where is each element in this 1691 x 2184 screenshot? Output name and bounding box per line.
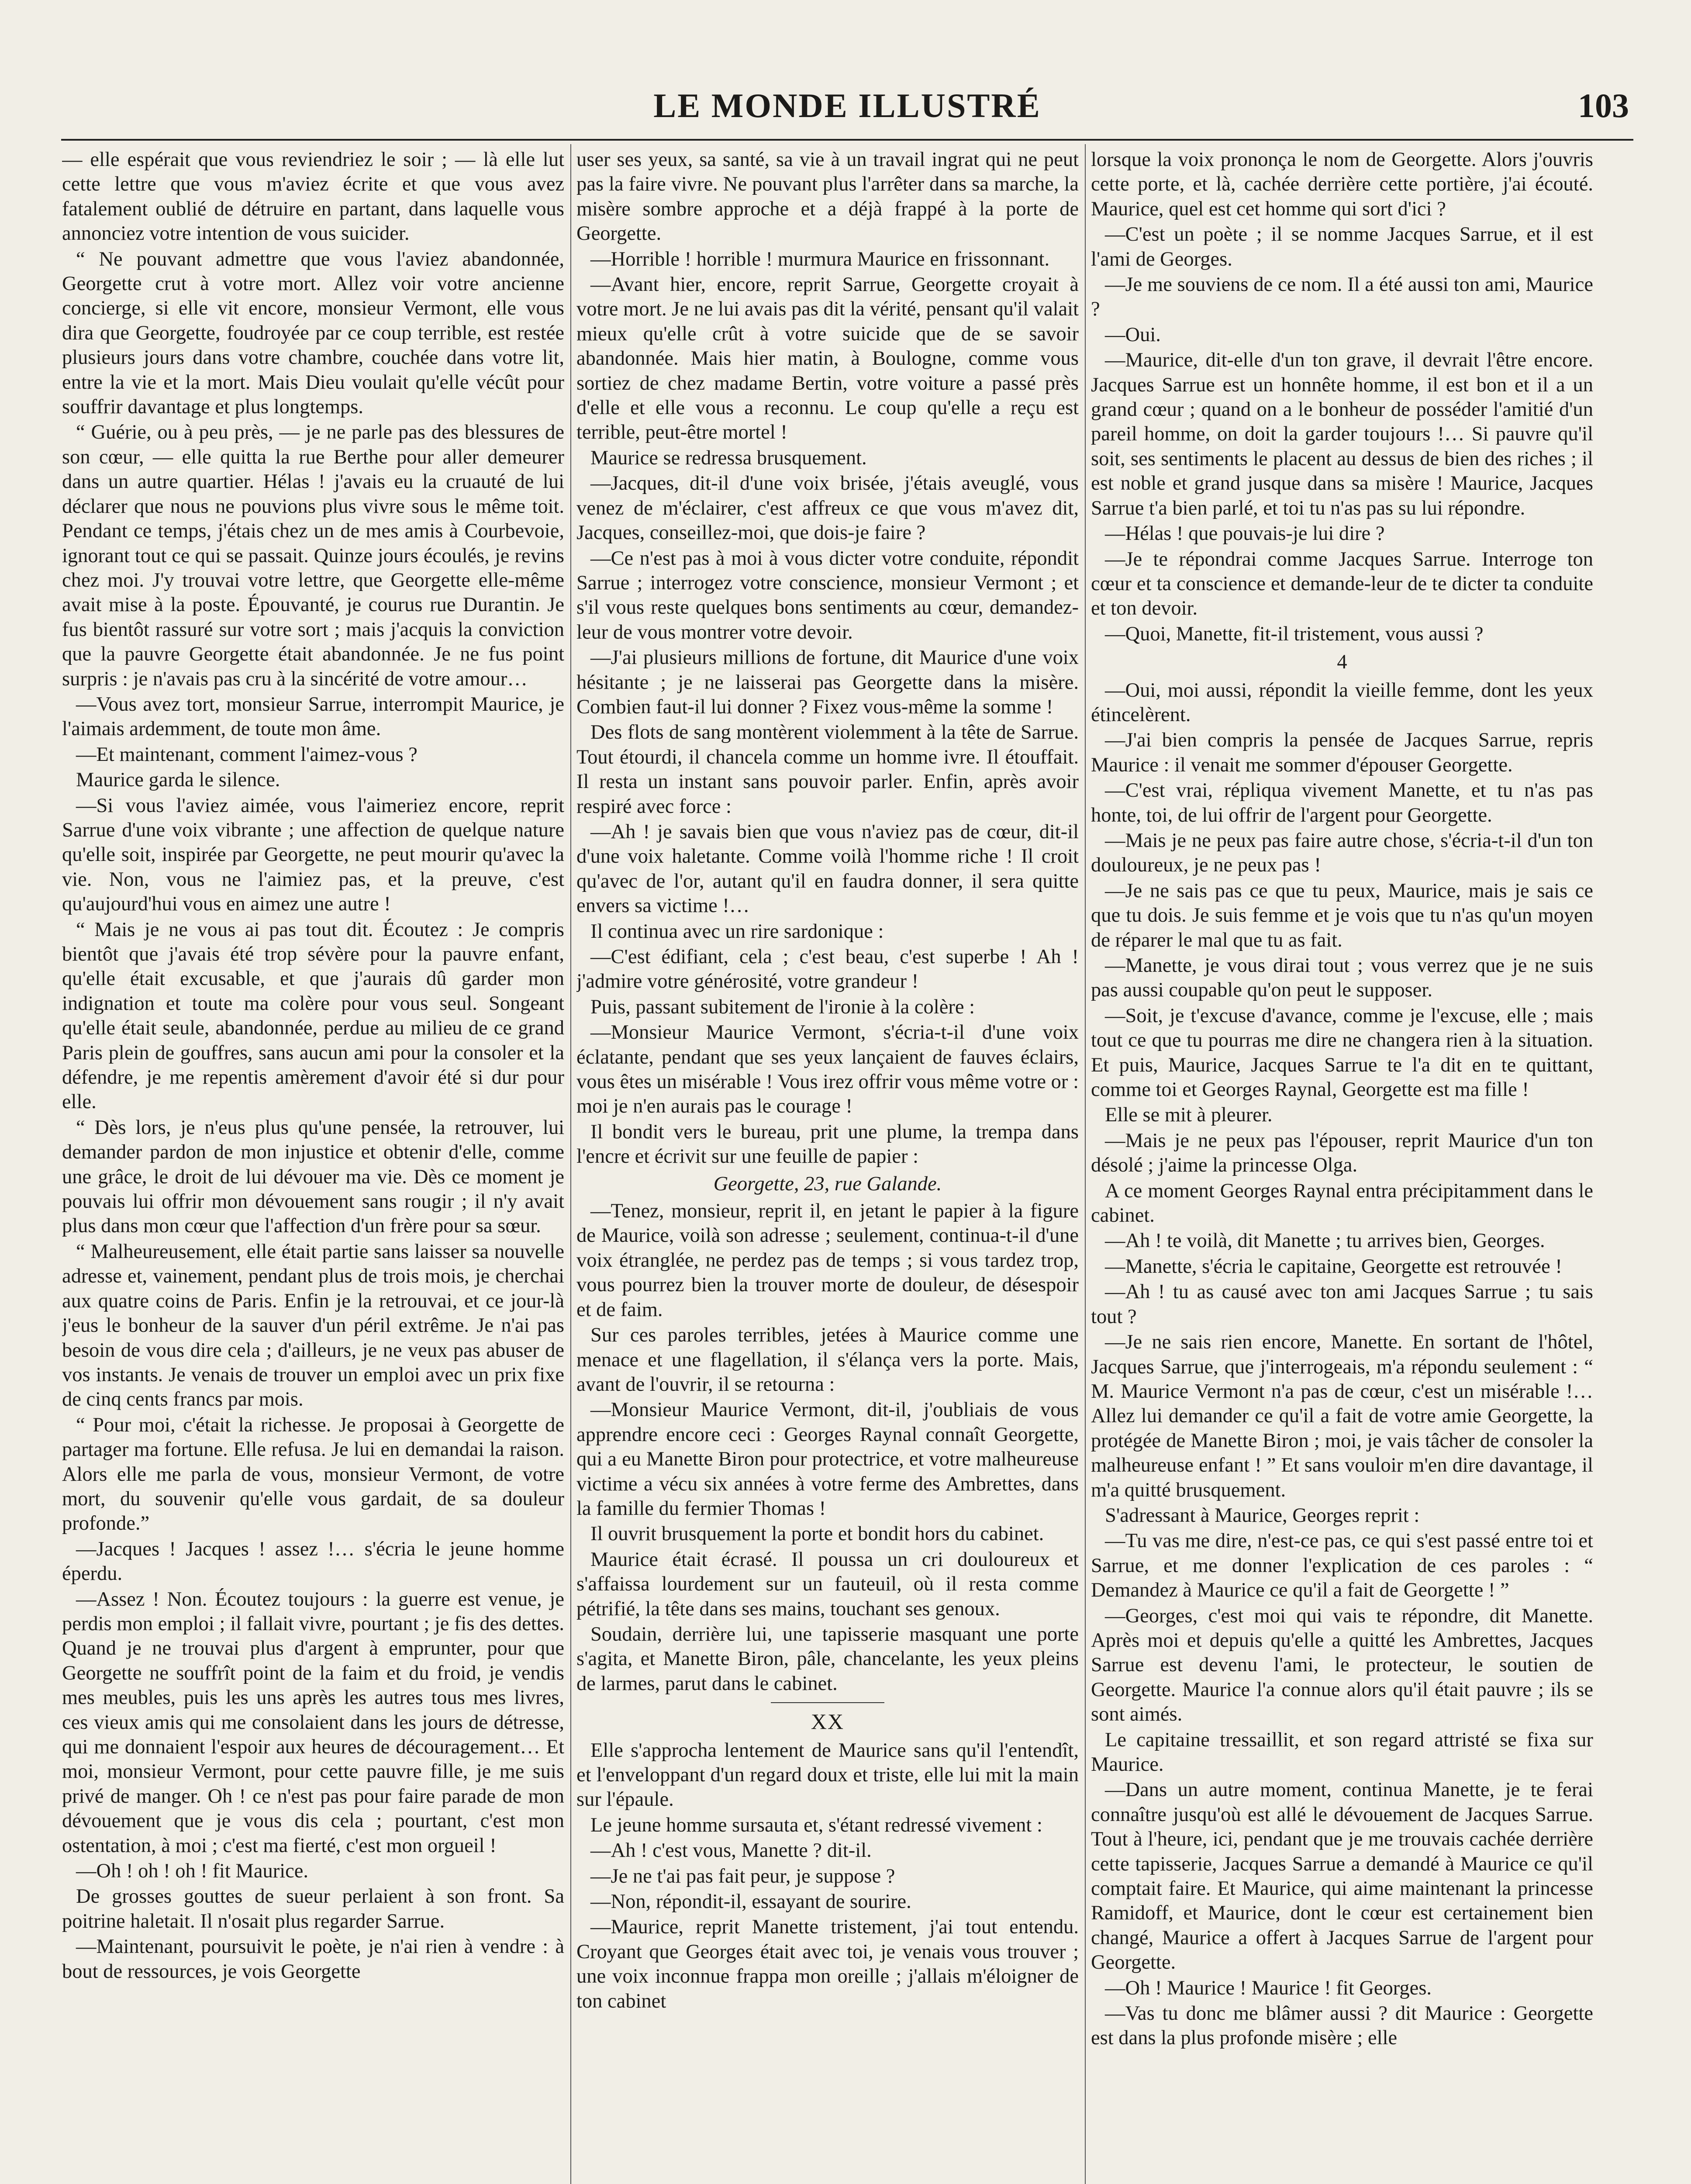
text-column-3 [1091, 148, 1593, 2184]
paragraph: —Mais je ne peux pas faire autre chose, s'écria-t-il d'un ton douloureux, je ne peux pas ! [1091, 829, 1593, 877]
paragraph: De grosses gouttes de sueur perlaient à son front. Sa poitrine haletait. Il n'osait plus regarder Sarrue. [62, 1885, 564, 1932]
paragraph: —Je me souviens de ce nom. Il a été aussi ton ami, Maurice ? [1091, 273, 1593, 321]
paragraph: —Manette, s'écria le capitaine, Georgette est retrouvée ! [1105, 1255, 1562, 1278]
text-column-2 [576, 148, 1079, 2184]
paragraph: —Monsieur Maurice Vermont, dit-il, j'oubliais de vous apprendre encore ceci : Georges Raynal connaît Georgette, qui a eu Manette Biron pour protectrice, et votre malheureuse victime a vécu six années à votre ferme des Ambrettes, dans la famille du fermier Thomas ! [576, 1399, 1079, 1520]
paragraph: Il ouvrit brusquement la porte et bondit hors du cabinet. [590, 1523, 1044, 1545]
paragraph: —Hélas ! que pouvais-je lui dire ? [1105, 522, 1385, 545]
paragraph: —C'est vrai, répliqua vivement Manette, et tu n'as pas honte, toi, de lui offrir de l'argent pour Georgette. [1091, 779, 1593, 826]
paragraph: Maurice était écrasé. Il poussa un cri douloureux et s'affaissa lourdement sur un fauteuil, où il resta comme pétrifié, la tête dans ses mains, touchant ses genoux. [576, 1548, 1079, 1620]
paragraph: —Ah ! c'est vous, Manette ? dit-il. [590, 1839, 872, 1862]
paragraph: —Tu vas me dire, n'est-ce pas, ce qui s'est passé entre toi et Sarrue, et me donner l'explication de ces paroles : “ Demandez à Maurice ce qu'il a fait de Georgette ! ” [1091, 1530, 1593, 1602]
paragraph: Elle se mit à pleurer. [1105, 1104, 1273, 1127]
header-rule [61, 139, 1633, 141]
paragraph: —Je ne t'ai pas fait peur, je suppose ? [590, 1865, 895, 1887]
paragraph: —J'ai bien compris la pensée de Jacques Sarrue, repris Maurice : il venait me sommer d'épouser Georgette. [1091, 729, 1593, 776]
paragraph: “ Pour moi, c'était la richesse. Je proposai à Georgette de partager ma fortune. Elle refusa. Je lui en demandai la raison. Alors elle me parla de vous, monsieur Vermont, de votre mort, du souvenir qu'elle vous gardait, de sa douleur profonde.” [62, 1413, 564, 1535]
paragraph: —Jacques ! Jacques ! assez !… s'écria le jeune homme éperdu. [62, 1538, 564, 1585]
paragraph: user ses yeux, sa santé, sa vie à un travail ingrat qui ne peut pas la faire vivre. Ne pouvant plus l'arrêter dans sa marche, la misère sombre approche et a déjà frappé à la porte de Georgette. [576, 149, 1079, 245]
paragraph: —Ah ! je savais bien que vous n'aviez pas de cœur, dit-il d'une voix haletante. Comme voilà l'homme riche ! Il croit qu'avec de l'or, autant qu'il en faudra donner, il sera quitte envers sa victime !… [576, 820, 1079, 917]
paragraph: A ce moment Georges Raynal entra précipitamment dans le cabinet. [1091, 1179, 1593, 1227]
chapter-heading: XX [811, 1709, 845, 1734]
paragraph: Sur ces paroles terribles, jetées à Maurice comme une menace et une flagellation, il s'élança vers la porte. Mais, avant de l'ouvrir, il se retourna : [576, 1324, 1079, 1396]
paragraph: —Je ne sais pas ce que tu peux, Maurice, mais je sais ce que tu dois. Je suis femme et je vois que tu n'as qu'un moyen de réparer le mal que tu as fait. [1091, 879, 1593, 951]
paragraph: —Horrible ! horrible ! murmura Maurice en frissonnant. [590, 248, 1050, 270]
paragraph: Le jeune homme sursauta et, s'étant redressé vivement : [590, 1814, 1042, 1836]
paragraph: “ Ne pouvant admettre que vous l'aviez abandonnée, Georgette crut à votre mort. Allez voir votre ancienne concierge, si elle vit encore, monsieur Vermont, elle vous dira que Georgette, foudroyée par ce coup terrible, est restée plusieurs jours dans votre chambre, couchée dans votre lit, entre la vie et la mort. Mais Dieu voulait qu'elle vécût pour souffrir davantage et plus longtemps. [62, 248, 564, 418]
paragraph: Maurice se redressa brusquement. [590, 446, 867, 469]
paragraph: —Ah ! tu as causé avec ton ami Jacques Sarrue ; tu sais tout ? [1091, 1281, 1593, 1328]
chapter-rule [771, 1702, 884, 1703]
paragraph: —C'est un poète ; il se nomme Jacques Sarrue, et il est l'ami de Georges. [1091, 223, 1593, 270]
paragraph: —Ce n'est pas à moi à vous dicter votre conduite, répondit Sarrue ; interrogez votre conscience, monsieur Vermont ; et s'il vous reste quelques bons sentiments au cœur, demandez-leur de vous montrer votre devoir. [576, 547, 1079, 643]
paragraph: —Dans un autre moment, continua Manette, je te ferai connaître jusqu'où est allé le dévouement de Jacques Sarrue. Tout à l'heure, ici, pendant que je me trouvais cachée derrière cette tapisserie, Jacques Sarrue a demandé à Maurice ce qu'il comptait faire. Et Maurice, qui aime maintenant la princesse Ramidoff, et Maurice, dont le cœur est certainement bien changé, Maurice a offert à Jacques Sarrue de l'argent pour Georgette. [1091, 1779, 1593, 1974]
paragraph: —Quoi, Manette, fit-il tristement, vous aussi ? [1105, 622, 1484, 645]
paragraph: —Avant hier, encore, reprit Sarrue, Georgette croyait à votre mort. Je ne lui avais pas dit la vérité, pensant qu'il valait mieux qu'elle crût à votre suicide que de se savoir abandonnée. Mais hier matin, à Boulogne, comme vous sortiez de chez madame Bertin, votre voiture a passé près d'elle et elle vous a reconnu. Le coup qu'elle a reçu est terrible, peut-être mortel ! [576, 273, 1079, 444]
paragraph: —Ah ! te voilà, dit Manette ; tu arrives bien, Georges. [1105, 1230, 1545, 1252]
paragraph: Elle s'approcha lentement de Maurice sans qu'il l'entendît, et l'enveloppant d'un regard doux et triste, elle lui mit la main sur l'épaule. [576, 1739, 1079, 1811]
paragraph: —Mais je ne peux pas l'épouser, reprit Maurice d'un ton désolé ; j'aime la princesse Olga. [1091, 1129, 1593, 1177]
paragraph: —Tenez, monsieur, reprit il, en jetant le papier à la figure de Maurice, voilà son adresse ; seulement, continua-t-il d'une voix étranglée, ne perdez pas de temps ; si vous tardez trop, vous pourrez bien la trouver morte de douleur, de désespoir et de faim. [576, 1200, 1079, 1321]
paragraph: “ Dès lors, je n'eus plus qu'une pensée, la retrouver, lui demander pardon de mon injustice et obtenir d'elle, comme une grâce, le droit de lui dévouer ma vie. Dès ce moment je pouvais lui offrir mon dévouement sans rougir ; il n'y avait plus dans mon cœur que l'affection d'un frère pour sa sœur. [62, 1116, 564, 1237]
text-column-1 [62, 148, 564, 2184]
paragraph: —Jacques, dit-il d'une voix brisée, j'étais aveuglé, vous venez de m'éclairer, c'est affreux ce que vous m'avez dit, Jacques, conseillez-moi, que dois-je faire ? [576, 472, 1079, 544]
paragraph: —Je te répondrai comme Jacques Sarrue. Interroge ton cœur et ta conscience et demande-leur de te dicter ta conduite et ton devoir. [1091, 548, 1593, 620]
paragraph: —Maurice, reprit Manette tristement, j'ai tout entendu. Croyant que Georges était avec toi, je venais vous trouver ; une voix inconnue frappa mon oreille ; j'allais m'éloigner de ton cabinet [576, 1916, 1079, 2012]
paragraph: Georgette, 23, rue Galande. [713, 1172, 942, 1195]
paragraph: —C'est édifiant, cela ; c'est beau, c'est superbe ! Ah ! j'admire votre générosité, votre grandeur ! [576, 946, 1079, 993]
paragraph: lorsque la voix prononça le nom de Georgette. Alors j'ouvris cette porte, et là, cachée derrière cette portière, j'ai écouté. Maurice, quel est cet homme qui sort d'ici ? [1091, 149, 1593, 220]
paragraph: —Oui, moi aussi, répondit la vieille femme, dont les yeux étincelèrent. [1091, 679, 1593, 726]
column-divider [570, 144, 571, 2184]
column-divider [1085, 144, 1086, 2184]
paragraph: —Vous avez tort, monsieur Sarrue, interrompit Maurice, je l'aimais ardemment, de toute mon âme. [62, 693, 564, 740]
paragraph: “ Guérie, ou à peu près, — je ne parle pas des blessures de son cœur, — elle quitta la rue Berthe pour aller demeurer dans un autre quartier. Hélas ! j'avais eu la cruauté de lui déclarer que nous ne pouvions plus vivre sous le même toit. Pendant ce temps, j'étais chez un de mes amis à Courbevoie, ignorant tout ce qui se passait. Quinze jours écoulés, je revins chez moi. J'y trouvai votre lettre, que Georgette elle-même avait mise à la poste. Épouvanté, je courus rue Durantin. Je fus bientôt rassuré sur votre sort ; mais j'acquis la conviction que la pauvre Georgette était abandonnée. Je ne fus point surpris : je n'avais pas cru à la sincérité de votre amour… [62, 421, 564, 690]
paragraph: —Et maintenant, comment l'aimez-vous ? [76, 743, 418, 766]
paragraph: Il continua avec un rire sardonique : [590, 920, 884, 943]
paragraph: —Je ne sais rien encore, Manette. En sortant de l'hôtel, Jacques Sarrue, que j'interrogeais, m'a répondu seulement : “ M. Maurice Vermont n'a pas de cœur, c'est un misérable !… Allez lui demander ce qu'il a fait de votre amie Georgette, la protégée de Manette Biron ; moi, je vais tâcher de consoler la malheureuse enfant ! ” Et sans vouloir m'en dire davantage, il m'a quitté brusquement. [1091, 1331, 1593, 1501]
masthead-title: LE MONDE ILLUSTRÉ [653, 86, 1041, 124]
paragraph: —Manette, je vous dirai tout ; vous verrez que je ne suis pas aussi coupable qu'on peut le supposer. [1091, 954, 1593, 1002]
paragraph: 4 [1337, 651, 1347, 674]
paragraph: —Assez ! Non. Écoutez toujours : la guerre est venue, je perdis mon emploi ; il fallait vivre, pourtant ; je fis des dettes. Quand je ne trouvai plus d'argent à emprunter, pour que Georgette ne souffrît point de la faim et du froid, je vendis mes meubles, puis les uns après les autres tous mes livres, ces vieux amis qui me consolaient dans les jours de détresse, qui me donnaient l'espoir aux heures de découragement… Et moi, monsieur Vermont, pour cette pauvre fille, je me suis privé de manger. Oh ! ce n'est pas pour faire parade de mon dévouement que je vous dis cela ; pourtant, c'est mon ostentation, à moi ; c'est ma fierté, c'est mon orgueil ! [62, 1588, 564, 1857]
paragraph: —Non, répondit-il, essayant de sourire. [590, 1890, 911, 1913]
paragraph: —Monsieur Maurice Vermont, s'écria-t-il d'une voix éclatante, pendant que ses yeux lançaient de fauves éclairs, vous êtes un misérable ! Vous irez offrir vous même votre or : moi je n'en aurais pas le courage ! [576, 1021, 1079, 1118]
paragraph: —Si vous l'aviez aimée, vous l'aimeriez encore, reprit Sarrue d'une voix vibrante ; une affection de quelque nature qu'elle soit, inspirée par Georgette, ne peut mourir qu'avec la vie. Non, vous ne l'aimiez pas, et la preuve, c'est qu'aujourd'hui vous en aimez une autre ! [62, 794, 564, 916]
paragraph: “ Mais je ne vous ai pas tout dit. Écoutez : Je compris bientôt que j'avais été trop sévère pour la pauvre enfant, qu'elle était excusable, et que j'aurais dû garder mon indignation et toute ma colère pour vous seul. Songeant qu'elle était seule, abandonnée, perdue au milieu de ce grand Paris plein de gouffres, sans aucun ami pour la consoler et la défendre, je me repentis amèrement d'avoir été si dur pour elle. [62, 918, 564, 1113]
paragraph: Le capitaine tressaillit, et son regard attristé se fixa sur Maurice. [1091, 1728, 1593, 1776]
paragraph: —Oui. [1105, 323, 1161, 346]
page-number: 103 [1578, 86, 1629, 124]
paragraph: Il bondit vers le bureau, prit une plume, la trempa dans l'encre et écrivit sur une feuille de papier : [576, 1120, 1079, 1168]
paragraph: —Soit, je t'excuse d'avance, comme je l'excuse, elle ; mais tout ce que tu pourras me dire ne changera rien à la situation. Et puis, Maurice, Jacques Sarrue te l'a dit en te quittant, comme toi et Georges Raynal, Georgette est ma fille ! [1091, 1004, 1593, 1101]
paragraph: Des flots de sang montèrent violemment à la tête de Sarrue. Tout étourdi, il chancela comme un homme ivre. Il étouffait. Il resta un instant sans pouvoir parler. Enfin, après avoir respiré avec force : [576, 721, 1079, 818]
paragraph: —Maintenant, poursuivit le poète, je n'ai rien à vendre : à bout de ressources, je vois Georgette [62, 1935, 564, 1983]
paragraph: —Vas tu donc me blâmer aussi ? dit Maurice : Georgette est dans la plus profonde misère ; elle [1091, 2002, 1593, 2049]
page-header [61, 81, 1633, 129]
paragraph: —J'ai plusieurs millions de fortune, dit Maurice d'une voix hésitante ; je ne laisserai pas Georgette dans la misère. Combien faut-il lui donner ? Fixez vous-même la somme ! [576, 646, 1079, 718]
paragraph: —Georges, c'est moi qui vais te répondre, dit Manette. Après moi et depuis qu'elle a quitté les Ambrettes, Jacques Sarrue est devenu l'ami, le protecteur, le soutien de Georgette. Maurice l'a connue alors qu'il était pauvre ; ils se sont aimés. [1091, 1604, 1593, 1726]
paragraph: —Maurice, dit-elle d'un ton grave, il devrait l'être encore. Jacques Sarrue est un honnête homme, il est bon et il a un grand cœur ; quand on a le bonheur de posséder l'amitié d'un pareil homme, on doit la garder toujours !… Si pauvre qu'il soit, ses sentiments le placent au dessus de bien des riches ; il est noble et grand jusque dans sa misère ! Maurice, Jacques Sarrue t'a bien parlé, et toi tu n'as pas su lui répondre. [1091, 349, 1593, 519]
paragraph: —Oh ! Maurice ! Maurice ! fit Georges. [1105, 1977, 1432, 1999]
paragraph: — elle espérait que vous reviendriez le soir ; — là elle lut cette lettre que vous m'aviez écrite et que vous avez fatalement oublié de détruire en partant, dans laquelle vous annonciez votre intention de vous suicider. [62, 149, 564, 245]
paragraph: Maurice garda le silence. [76, 769, 280, 791]
paragraph: “ Malheureusement, elle était partie sans laisser sa nouvelle adresse et, vainement, pendant plus de trois mois, je cherchai aux quatre coins de Paris. Enfin je la retrouvai, et ce jour-là j'eus le bonheur de la sauver d'un péril extrême. Je n'ai pas besoin de vous dire cela ; d'ailleurs, je ne veux pas abuser de vos instants. Je venais de trouver un emploi avec un prix fixe de cinq cents francs par mois. [62, 1240, 564, 1411]
paragraph: Puis, passant subitement de l'ironie à la colère : [590, 995, 975, 1018]
paragraph: S'adressant à Maurice, Georges reprit : [1105, 1504, 1420, 1527]
paragraph: —Oh ! oh ! oh ! fit Maurice. [76, 1860, 309, 1883]
paragraph: Soudain, derrière lui, une tapisserie masquant une porte s'agita, et Manette Biron, pâle, chancelante, les yeux pleins de larmes, parut dans le cabinet. [576, 1623, 1079, 1695]
